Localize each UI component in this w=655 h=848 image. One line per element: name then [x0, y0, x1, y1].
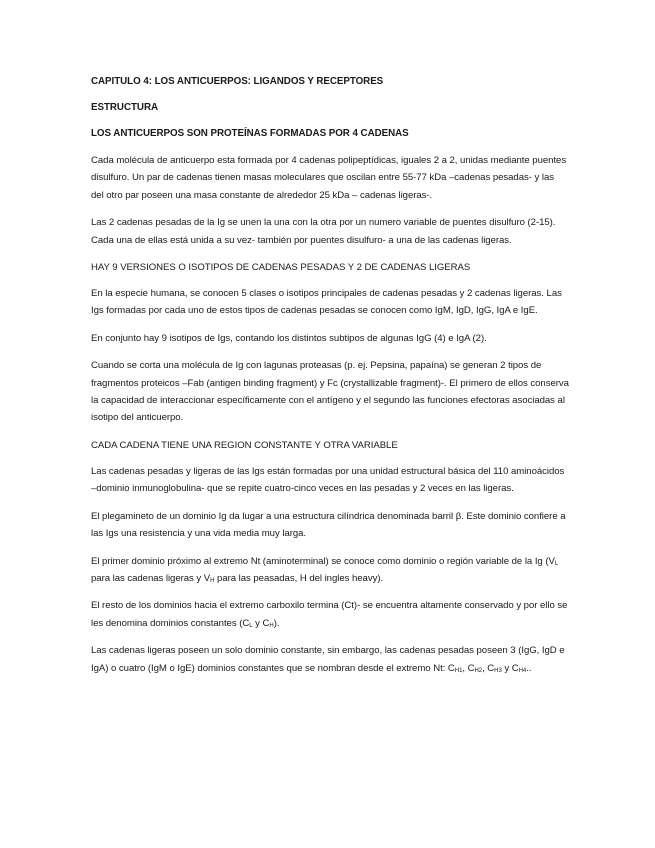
- p9-sub-1: L: [249, 622, 253, 629]
- p10-text-d: y C: [501, 662, 519, 674]
- p8-text-c: para las peasadas, H del ingles heavy).: [214, 572, 384, 584]
- paragraph-7: El plegamineto de un dominio Ig da lugar a una estructura cilíndrica denominada barril β. Este dominio confiere a las Igs una resistencia y una vida media muy larga.: [91, 510, 566, 540]
- paragraph-10: [91, 642, 569, 677]
- section-heading-estructura: ESTRUCTURA: [91, 102, 158, 113]
- p9-text-b: y C: [252, 617, 270, 629]
- document-body: [91, 76, 569, 677]
- paragraph-5: Cuando se corta una molécula de Ig con lagunas proteasas (p. ej. Pepsina, papaína) se generan 2 tipos de fragmentos proteicos –Fab (antigen binding fragment) y Fc (crystallizable fragment)-. El primero de ellos conserva la capacidad de interaccionar específicamente con el antígeno y el segundo las funciones efectoras asociadas al isotipo del anticuerpo.: [91, 360, 569, 424]
- p10-sub-3: H3: [494, 667, 502, 674]
- p10-sub-4: H4: [518, 667, 527, 674]
- p10-sub-1: H1: [454, 667, 463, 674]
- p8-sub-1: L: [554, 560, 559, 567]
- p10-text-c: , C: [482, 662, 495, 674]
- p9-text-c: ).: [273, 617, 280, 629]
- paragraph-3: En la especie humana, se conocen 5 clases o isotipos principales de cadenas pesadas y 2 cadenas ligeras. Las Igs formadas por cada uno de estos tipos de cadenas pesadas se conocen como IgM, IgD, IgG, IgA e IgE.: [91, 288, 562, 317]
- paragraph-8: [91, 553, 569, 588]
- section-heading-region: CADA CADENA TIENE UNA REGION CONSTANTE Y OTRA VARIABLE: [91, 439, 398, 451]
- p10-text-a: Las cadenas ligeras poseen un solo dominio constante, sin embargo, las cadenas pesadas poseen 3 (IgG, IgD e IgA) o cuatro (IgM o IgE) dominios constantes que se nombran desde el extremo Nt: C: [91, 645, 565, 674]
- paragraph-6: Las cadenas pesadas y ligeras de las Igs están formadas por una unidad estructural básica del 110 aminoácidos –dominio inmunoglobulina- que se repite cuatro-cinco veces en las pesadas y 2 veces en las ligeras.: [91, 465, 565, 495]
- p10-sub-2: H2: [474, 667, 483, 674]
- section-heading-versiones: HAY 9 VERSIONES O ISOTIPOS DE CADENAS PESADAS Y 2 DE CADENAS LIGERAS: [91, 262, 471, 274]
- p9-text-a: El resto de los dominios hacia el extremo carboxilo termina (Ct)- se encuentra altamente conservado y por ello se les denomina dominios constantes (C: [91, 600, 568, 629]
- chapter-title: CAPITULO 4: LOS ANTICUERPOS: LIGANDOS Y RECEPTORES: [91, 76, 384, 87]
- p8-text-a: El primer dominio próximo al extremo Nt (aminoterminal) se conoce como dominio o región variable de la Ig (V: [91, 555, 555, 567]
- paragraph-2: Las 2 cadenas pesadas de la Ig se unen la una con la otra por un numero variable de puentes disulfuro (2-15). Cada una de ellas está unida a su vez- también por puentes disulfuro- a una de las cadenas ligeras.: [91, 217, 556, 246]
- p8-sub-2: H: [210, 577, 215, 584]
- paragraph-1: Cada molécula de anticuerpo esta formada por 4 cadenas polipeptídicas, iguales 2 a 2, unidas mediante puentes disulfuro. Un par de cadenas tienen masas moleculares que oscilan entre 55-77 kDa –cadenas pesadas- y las del otro par poseen una masa constante de alrededor 25 kDa – cadenas ligeras-.: [91, 155, 567, 201]
- p10-text-b: , C: [462, 662, 475, 674]
- p10-text-e: ..: [526, 662, 532, 674]
- paragraph-9: [91, 597, 569, 632]
- p9-sub-2: H: [269, 622, 274, 629]
- section-heading-cadenas: LOS ANTICUERPOS SON PROTEÍNAS FORMADAS POR 4 CADENAS: [91, 128, 409, 139]
- paragraph-4: En conjunto hay 9 isotipos de Igs, contando los distintos subtipos de algunas IgG (4) e IgA (2).: [91, 332, 487, 344]
- p8-text-b: para las cadenas ligeras y V: [91, 572, 211, 584]
